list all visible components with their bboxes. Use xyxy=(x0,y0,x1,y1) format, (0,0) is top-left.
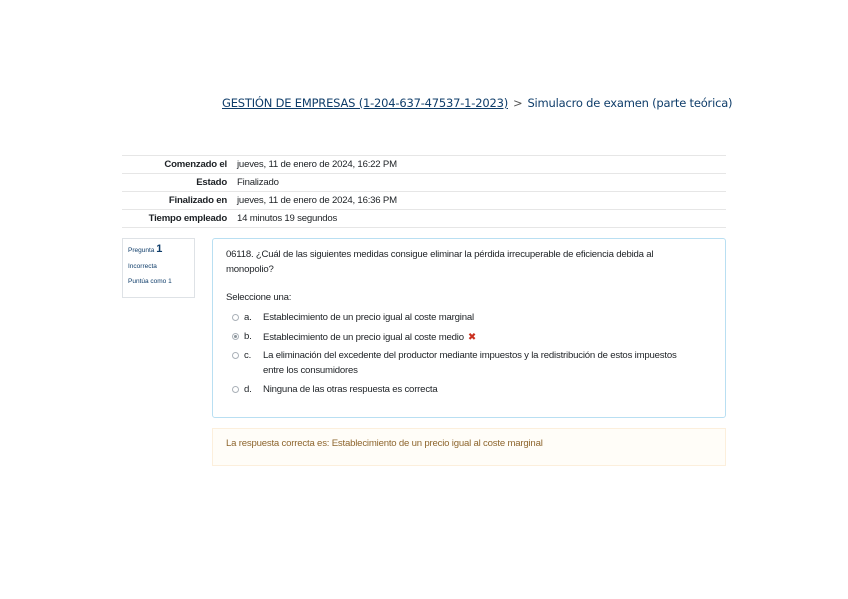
answer-option-a[interactable] xyxy=(226,311,712,326)
summary-row-finished xyxy=(122,192,726,210)
answer-options xyxy=(226,311,712,398)
summary-row-time-taken xyxy=(122,210,726,228)
answer-text: Establecimiento de un precio igual al coste medio xyxy=(263,331,464,343)
answer-prompt: Seleccione una: xyxy=(226,291,292,303)
answer-option-c[interactable] xyxy=(226,349,712,379)
answer-text: La eliminación del excedente del productor mediante impuestos y la redistribución de estos impuestos entre los consumidores xyxy=(263,350,677,377)
radio-button[interactable] xyxy=(232,352,239,359)
summary-row-state xyxy=(122,174,726,192)
breadcrumb-separator: > xyxy=(513,96,523,110)
answer-letter: b. xyxy=(244,330,252,342)
answer-letter: a. xyxy=(244,311,252,323)
summary-value: Finalizado xyxy=(232,174,726,192)
question-content-box xyxy=(212,238,726,418)
breadcrumb-course-link[interactable]: GESTIÓN DE EMPRESAS (1-204-637-47537-1-2023) xyxy=(222,96,508,110)
summary-value: jueves, 11 de enero de 2024, 16:22 PM xyxy=(232,156,726,174)
summary-value: jueves, 11 de enero de 2024, 16:36 PM xyxy=(232,192,726,210)
breadcrumb xyxy=(222,96,732,110)
radio-button-selected[interactable] xyxy=(232,333,239,340)
question-info-panel xyxy=(122,238,195,298)
summary-label: Finalizado en xyxy=(122,192,232,210)
attempt-summary-table xyxy=(122,155,726,228)
summary-label: Comenzado el xyxy=(122,156,232,174)
question-number-label: Pregunta xyxy=(128,247,155,254)
answer-text: Ninguna de las otras respuesta es correcta xyxy=(263,384,438,396)
summary-label: Estado xyxy=(122,174,232,192)
answer-letter: d. xyxy=(244,384,252,396)
answer-text: Establecimiento de un precio igual al coste marginal xyxy=(263,311,474,323)
correct-answer-feedback xyxy=(212,428,726,466)
question-number-value: 1 xyxy=(156,243,163,255)
breadcrumb-current-page: Simulacro de examen (parte teórica) xyxy=(527,96,733,110)
answer-option-d[interactable] xyxy=(226,383,712,398)
radio-button[interactable] xyxy=(232,386,239,393)
question-text: 06118. ¿Cuál de las siguientes medidas consigue eliminar la pérdida irrecuperable de eficiencia debida al monopolio? xyxy=(226,249,654,275)
feedback-text: La respuesta correcta es: Establecimiento de un precio igual al coste marginal xyxy=(226,438,543,449)
summary-value: 14 minutos 19 segundos xyxy=(232,210,726,228)
question-number xyxy=(128,243,189,256)
answer-letter: c. xyxy=(244,350,252,362)
question-state: Incorrecta xyxy=(128,263,157,271)
summary-label: Tiempo empleado xyxy=(122,210,232,228)
answer-text-selected xyxy=(263,330,693,346)
answer-option-b[interactable] xyxy=(226,330,712,346)
summary-row-started xyxy=(122,156,726,174)
incorrect-icon: ✖ xyxy=(467,331,477,343)
radio-button[interactable] xyxy=(232,314,239,321)
question-grade: Puntúa como 1 xyxy=(128,277,172,285)
